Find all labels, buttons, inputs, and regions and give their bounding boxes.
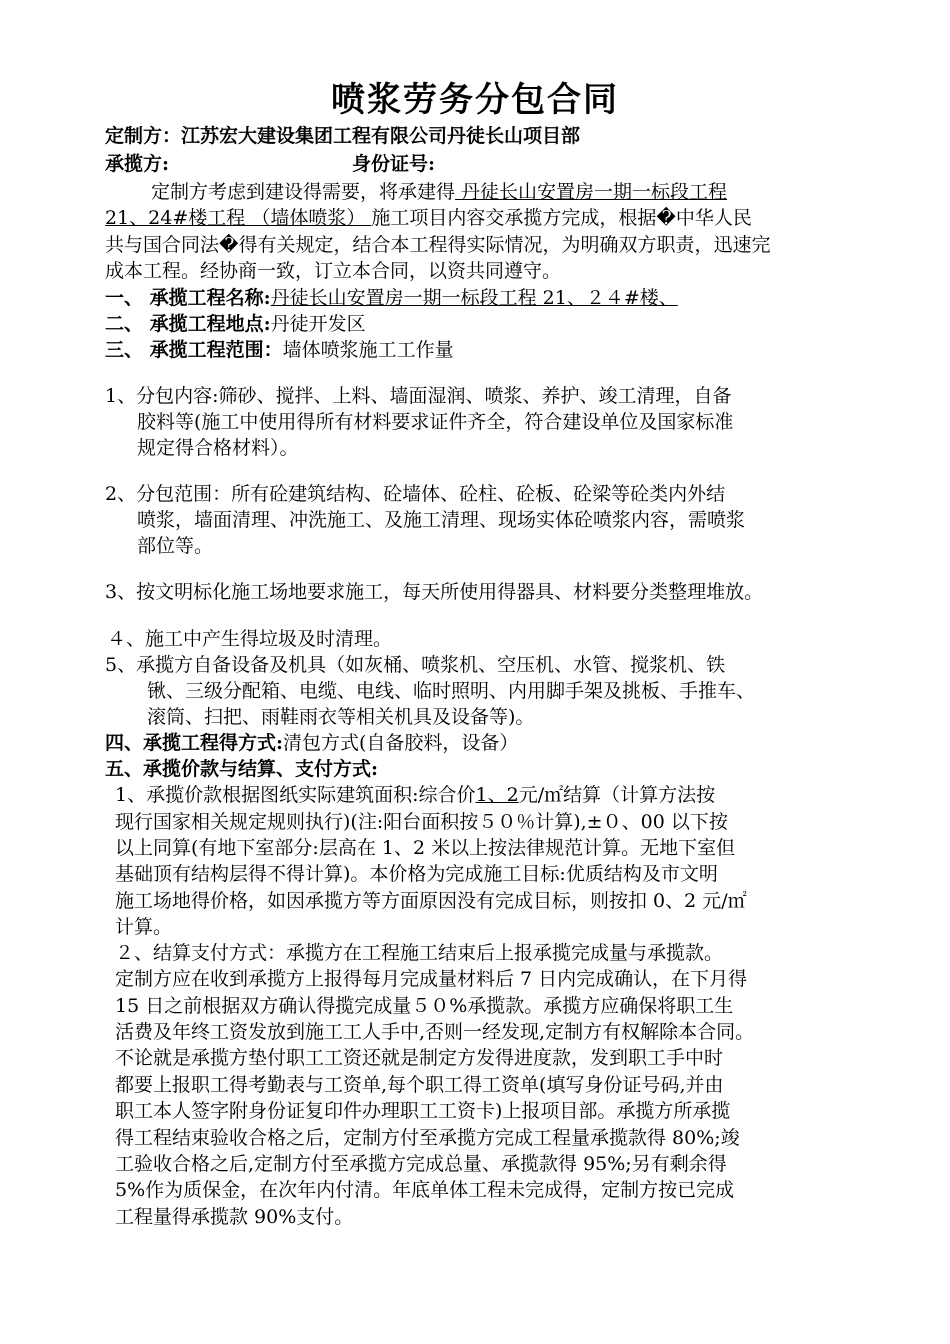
payment-item-2-line-10: 5%作为质保金，在次年内付清。年底单体工程未完成得，定制方按已完成 bbox=[115, 1179, 735, 1201]
payment-item-2-line-7: 职工本人签字附身份证复印件办理职工工资卡)上报项目部。承揽方所承揽 bbox=[115, 1100, 731, 1122]
payment-item-1-line-2: 现行国家相关规定规则执行)(注:阳台面积按５０％计算),±０、00 以下按 bbox=[115, 811, 728, 833]
scope-item-1-line-1: 1、分包内容:筛砂、搅拌、上料、墙面湿润、喷浆、养护、竣工清理，自备 bbox=[105, 385, 732, 407]
payment-item-2-line-5: 不论就是承揽方垫付职工工资还就是制定方发得进度款，发到职工手中时 bbox=[115, 1047, 724, 1069]
project-name-underlined: 丹徒长山安置房一期一标段工程 bbox=[455, 181, 728, 203]
intro-line-1 bbox=[151, 180, 727, 204]
section-4 bbox=[105, 731, 518, 755]
payment-item-2-line-11: 工程量得承揽款 90%支付。 bbox=[115, 1206, 354, 1228]
payment-text: 元/㎡结算（计算方法按 bbox=[518, 784, 716, 806]
scope-item-5-line-1: 5、承揽方自备设备及机具（如灰桶、喷浆机、空压机、水管、搅浆机、铁 bbox=[105, 654, 726, 676]
section-1 bbox=[105, 286, 678, 310]
payment-item-2-line-6: 都要上报职工得考勤表与工资单,每个职工得工资单(填写身份证号码,并由 bbox=[115, 1074, 724, 1096]
section-2-label: 二、 承揽工程地点: bbox=[105, 313, 271, 335]
scope-item-2-line-3: 部位等。 bbox=[137, 535, 214, 557]
intro-text: 定制方考虑到建设得需要，将承建得 bbox=[151, 181, 456, 203]
scope-item-2-line-1: 2、分包范围：所有砼建筑结构、砼墙体、砼柱、砼板、砼梁等砼类内外结 bbox=[105, 483, 726, 505]
section-3 bbox=[105, 338, 454, 362]
section-4-label: 四、承揽工程得方式: bbox=[105, 732, 284, 754]
section-2 bbox=[105, 312, 366, 336]
scope-item-4: ４、施工中产生得垃圾及时清理。 bbox=[107, 628, 393, 650]
unit-price-underlined: 1、2 bbox=[475, 784, 519, 806]
payment-item-2-line-3: 15 日之前根据双方确认得揽完成量５０%承揽款。承揽方应确保将职工生 bbox=[115, 995, 734, 1017]
building-underlined: 21、24#楼工程 （墙体喷浆） bbox=[105, 207, 372, 229]
payment-item-2-line-8: 得工程结束验收合格之后，定制方付至承揽方完成工程量承揽款得 80%;竣 bbox=[115, 1127, 740, 1149]
owner-line: 定制方：江苏宏大建设集团工程有限公司丹徒长山项目部 bbox=[105, 125, 581, 147]
intro-line-2 bbox=[105, 206, 752, 230]
payment-item-2-line-4: 活费及年终工资发放到施工工人手中,否则一经发现,定制方有权解除本合同。 bbox=[115, 1021, 755, 1043]
payment-item-2-line-9: 工验收合格之后,定制方付至承揽方完成总量、承揽款得 95%;另有剩余得 bbox=[115, 1153, 727, 1175]
scope-item-1-line-2: 胶料等(施工中使用得所有材料要求证件齐全，符合建设单位及国家标准 bbox=[137, 411, 734, 433]
id-number-label: 身份证号: bbox=[352, 153, 436, 175]
section-2-value: 丹徒开发区 bbox=[270, 313, 366, 335]
payment-item-2-line-2: 定制方应在收到承揽方上报得每月完成量材料后 7 日内完成确认，在下月得 bbox=[115, 968, 748, 990]
intro-text: 施工项目内容交承揽方完成，根据�中华人民 bbox=[371, 207, 752, 229]
payment-item-1-line-1 bbox=[115, 783, 715, 807]
intro-line-4: 成本工程。经协商一致，订立本合同，以资共同遵守。 bbox=[105, 260, 562, 282]
section-4-value: 清包方式(自备胶料，设备） bbox=[283, 732, 519, 754]
scope-item-5-line-2: 锹、三级分配箱、电缆、电线、临时照明、内用脚手架及挑板、手推车、 bbox=[147, 680, 756, 702]
section-3-label: 三、 承揽工程范围： bbox=[105, 339, 283, 361]
document-title: 喷浆劳务分包合同 bbox=[331, 80, 619, 120]
payment-item-1-line-4: 基础顶有结构层得不得计算)。本价格为完成施工目标:优质结构及市文明 bbox=[115, 863, 718, 885]
scope-item-2-line-2: 喷浆，墙面清理、冲洗施工、及施工清理、现场实体砼喷浆内容，需喷浆 bbox=[137, 509, 746, 531]
contractor-label: 承揽方: bbox=[105, 153, 170, 175]
scope-item-1-line-3: 规定得合格材料）。 bbox=[137, 437, 299, 459]
scope-item-3: 3、按文明标化施工场地要求施工，每天所使用得器具、材料要分类整理堆放。 bbox=[105, 581, 764, 603]
scope-item-5-line-3: 滚筒、扫把、雨鞋雨衣等相关机具及设备等)。 bbox=[147, 706, 535, 728]
payment-item-1-line-6: 计算。 bbox=[115, 916, 173, 938]
section-1-value: 丹徒长山安置房一期一标段工程 21、２４#楼、 bbox=[270, 287, 678, 309]
payment-text: 1、承揽价款根据图纸实际建筑面积:综合价 bbox=[115, 784, 476, 806]
payment-item-1-line-5: 施工场地得价格，如因承揽方等方面原因没有完成目标，则按扣 0、2 元/㎡ bbox=[115, 890, 747, 912]
intro-line-3: 共与国合同法�得有关规定，结合本工程得实际情况，为明确双方职责，迅速完 bbox=[105, 234, 771, 256]
section-3-value: 墙体喷浆施工工作量 bbox=[282, 339, 454, 361]
payment-item-1-line-3: 以上同算(有地下室部分:层高在 1、2 米以上按法律规范计算。无地下室但 bbox=[115, 837, 736, 859]
section-5-label: 五、承揽价款与结算、支付方式: bbox=[105, 758, 379, 780]
section-1-label: 一、 承揽工程名称: bbox=[105, 287, 271, 309]
payment-item-2-line-1: ２、结算支付方式：承揽方在工程施工结束后上报承揽完成量与承揽款。 bbox=[115, 942, 724, 964]
